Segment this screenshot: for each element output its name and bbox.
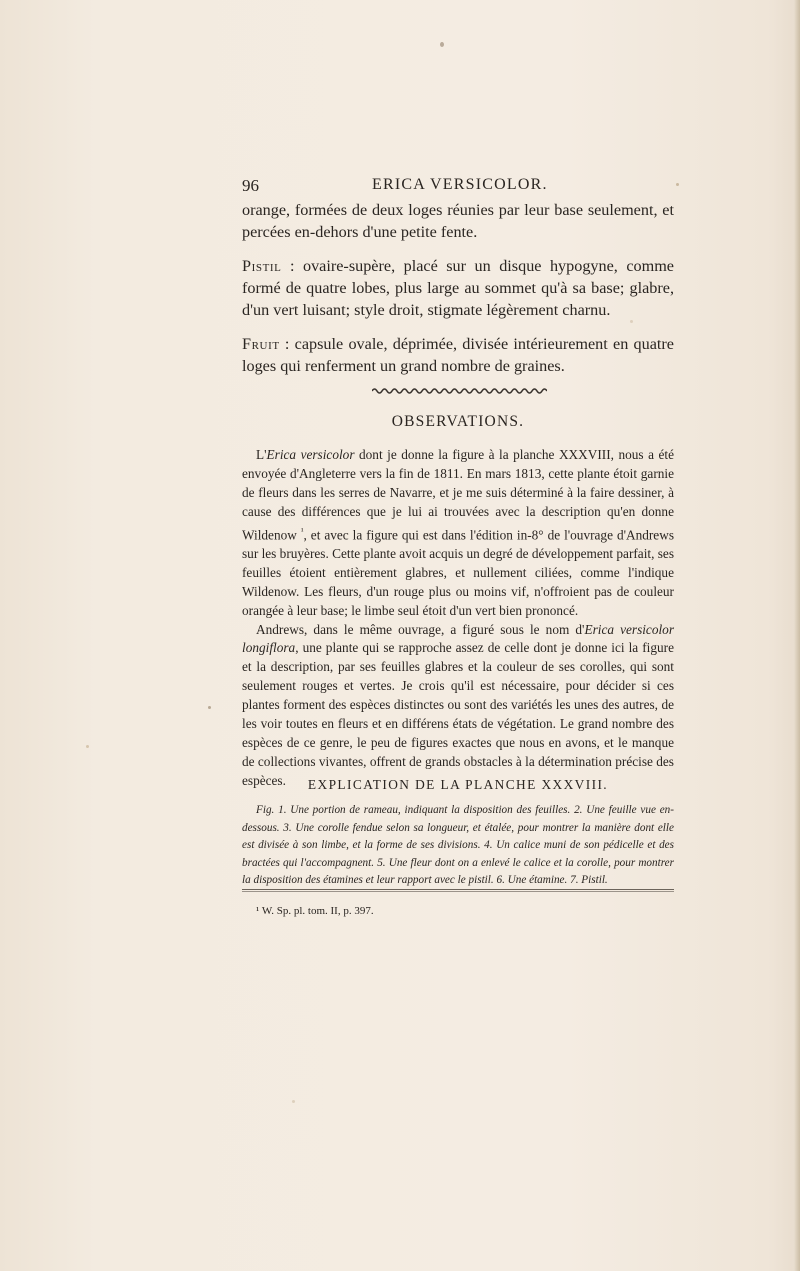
pistil-description: : ovaire-supère, placé sur un disque hypogyne, comme formé de quatre lobes, plus large au sommet qu'à sa base; glabre, d'un vert luisant; style droit, stigmate légèrement charnu.: [242, 257, 674, 319]
footnote: ¹ W. Sp. pl. tom. II, p. 397.: [256, 905, 374, 917]
footnote-rule: [242, 889, 674, 892]
running-title: ERICA VERSICOLOR.: [372, 176, 548, 193]
paper-speck: [208, 706, 211, 709]
fruit-label: Fruit: [242, 335, 280, 353]
obs-p2-species: Erica versicolor longiflora: [242, 621, 675, 656]
explication-body: [242, 802, 674, 890]
page-header: [242, 176, 674, 198]
obs-p1-text-a: dont je donne la figure à la planche XXXVIII, nous a été envoyée d'Angleterre vers la fin de 1811. En mars 1813, cette plante étoit garnie de fleurs dans les serres de Navarre, et je me suis déterminé à la faire dessiner, à cause des différences que je lui ai trouvées avec la description qu'en donne Wildenow: [242, 447, 674, 543]
obs-p1-text-b: , et avec la figure qui est dans l'édition in-8° de l'ouvrage d'Andrews sur les bruyères. Cette plante avoit acquis un degré de développement parfait, ses feuilles étoient entièrement glabres, et nullement ciliées, comme l'indique Wildenow. Les fleurs, d'un rouge plus ou moins vif, n'offroient pas de couleur orangée à leur base; le limbe seul étoit d'un vert bien prononcé.: [242, 527, 674, 618]
obs-p1-species: Erica versicolor: [266, 447, 355, 462]
obs-p1-article: L': [256, 447, 267, 462]
continuation-paragraph: [242, 199, 674, 243]
page-number: 96: [242, 176, 259, 195]
footnote-marker: ¹: [300, 525, 304, 536]
pistil-label: Pistil: [242, 257, 282, 275]
paper-speck: [440, 42, 444, 47]
observations-paragraph-2: [242, 621, 674, 791]
paper-speck: [676, 183, 679, 186]
paper-speck: [86, 745, 89, 748]
fruit-description: : capsule ovale, déprimée, divisée intérieurement en quatre loges qui renferment un grand nombre de graines.: [242, 335, 674, 375]
observations-paragraph-1: [242, 446, 674, 621]
obs-p2-text-a: Andrews, dans le même ouvrage, a figuré sous le nom d': [256, 621, 585, 637]
obs-p2-text-b: , une plante qui se rapproche assez de celle dont je donne ici la figure et la description, par ses feuilles glabres et la couleur de ses corolles, qui sont seulement rouges et vertes. Je crois qu'il est nécessaire, pour décider si ces plantes forment des espèces distinctes ou sont des variétés les unes des autres, de les voir toutes en fleurs et en différens états de végétation. Le grand nombre des espèces de ce genre, le peu de figures exactes que nous en avons, et le manque de collections vivantes, offrent de grands obstacles à la détermination précise des espèces.: [242, 640, 674, 788]
paper-speck: [292, 1100, 295, 1103]
observations-body: [242, 446, 674, 791]
observations-heading: OBSERVATIONS.: [391, 413, 525, 430]
explication-text: Fig. 1. Une portion de rameau, indiquant la disposition des feuilles. 2. Une feuille vue en-dessous. 3. Une corolle fendue selon sa longueur, et étalée, pour montrer la manière dont elle est divisée à son limbe, et la forme de ses divisions. 4. Un calice muni de son pédicelle et des bractées qui l'accompagnent. 5. Une fleur dont on a enlevé le calice et la corolle, pour montrer la disposition des étamines et leur rapport avec le pistil. 6. Une étamine. 7. Pistil.: [242, 804, 674, 886]
page-edge-shadow: [794, 0, 800, 1271]
fruit-text: [242, 333, 674, 377]
explication-heading: EXPLICATION DE LA PLANCHE XXXVIII.: [307, 777, 609, 792]
ornamental-divider: [372, 387, 547, 395]
continuation-text: orange, formées de deux loges réunies par leur base seulement, et percées en-dehors d'une petite fente.: [242, 201, 674, 241]
pistil-text: [242, 255, 674, 321]
pistil-paragraph: [242, 255, 674, 321]
fruit-paragraph: [242, 333, 674, 377]
